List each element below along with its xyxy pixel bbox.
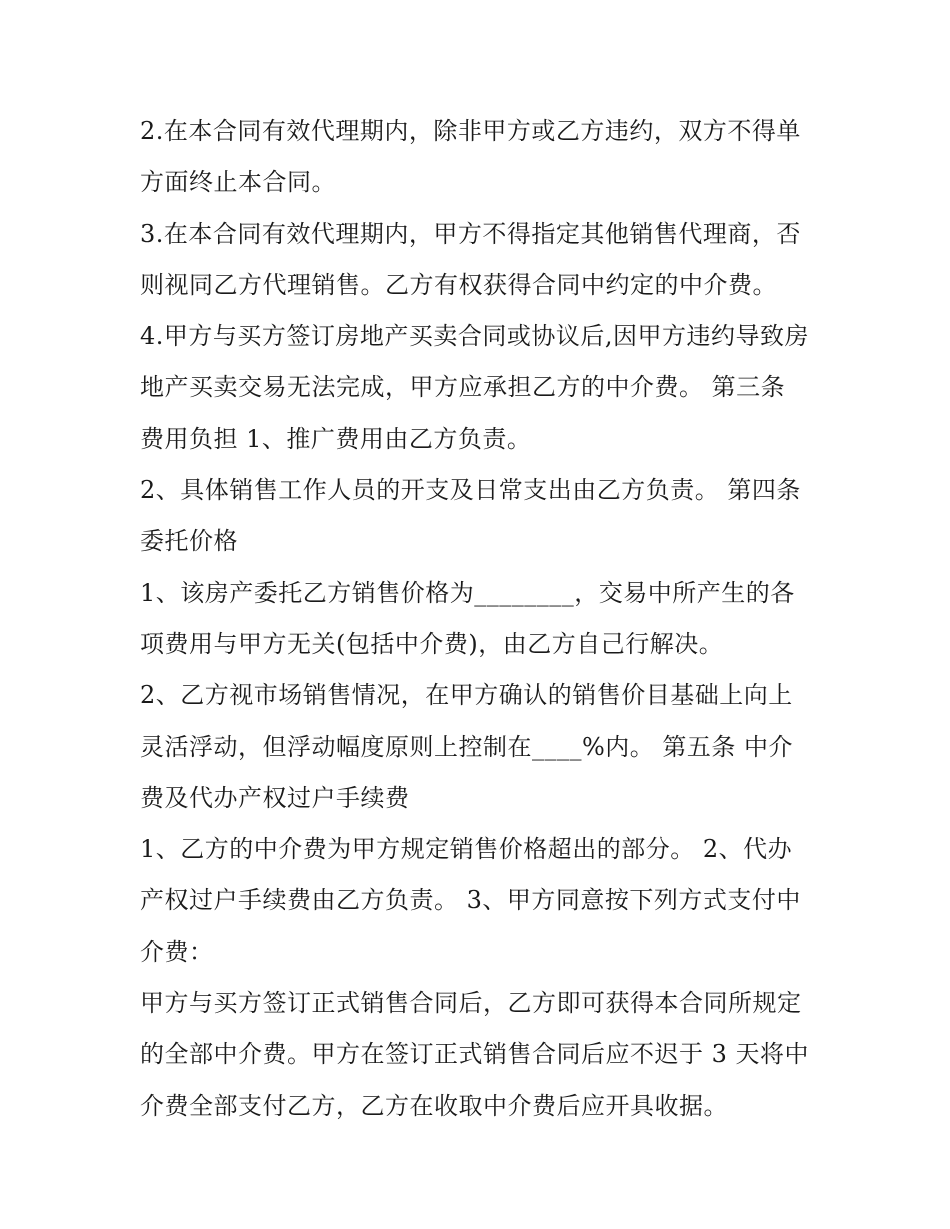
text-line: 地产买卖交易无法完成，甲方应承担乙方的中介费。 第三条 xyxy=(140,373,786,402)
text-line: 1、该房产委托乙方销售价格为________，交易中所产生的各 xyxy=(140,578,795,607)
text-line: 费用负担 1、推广费用由乙方负责。 xyxy=(140,424,532,453)
text-line: 委托价格 xyxy=(140,527,238,556)
text-line: 的全部中介费。甲方在签订正式销售合同后应不迟于 3 天将中 xyxy=(140,1040,810,1069)
text-line: 3.在本合同有效代理期内，甲方不得指定其他销售代理商，否 xyxy=(140,219,801,248)
text-line: 2、乙方视市场销售情况，在甲方确认的销售价目基础上向上 xyxy=(140,681,793,710)
text-line: 项费用与甲方无关(包括中介费)，由乙方自己行解决。 xyxy=(140,629,724,658)
text-line: 方面终止本合同。 xyxy=(140,168,336,197)
text-line: 则视同乙方代理销售。乙方有权获得合同中约定的中介费。 xyxy=(140,270,777,299)
document-body xyxy=(140,106,820,1132)
text-line: 灵活浮动，但浮动幅度原则上控制在____%内。 第五条 中介 xyxy=(140,732,794,761)
text-line: 4.甲方与买方签订房地产买卖合同或协议后,因甲方违约导致房 xyxy=(140,322,810,351)
text-line: 产权过户手续费由乙方负责。 3、甲方同意按下列方式支付中 xyxy=(140,886,801,915)
text-line: 介费： xyxy=(140,937,214,966)
text-line: 2、具体销售工作人员的开支及日常支出由乙方负责。 第四条 xyxy=(140,476,801,505)
text-line: 甲方与买方签订正式销售合同后，乙方即可获得本合同所规定 xyxy=(140,989,802,1018)
text-line: 介费全部支付乙方，乙方在收取中介费后应开具收据。 xyxy=(140,1091,728,1120)
text-line: 费及代办产权过户手续费 xyxy=(140,783,410,812)
text-line: 1、乙方的中介费为甲方规定销售价格超出的部分。 2、代办 xyxy=(140,835,793,864)
text-line: 2.在本合同有效代理期内，除非甲方或乙方违约，双方不得单 xyxy=(140,117,801,145)
